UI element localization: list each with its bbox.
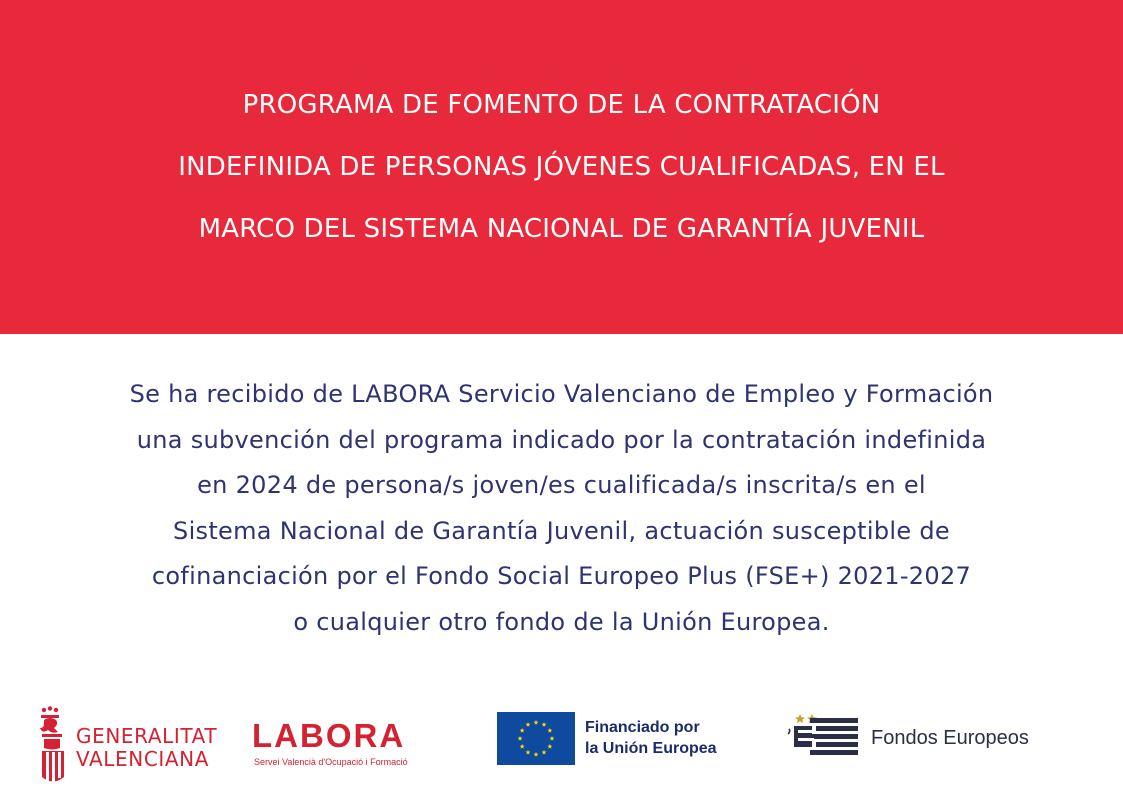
program-title-line: INDEFINIDA DE PERSONAS JÓVENES CUALIFICADAS, EN EL xyxy=(178,152,945,182)
header-banner xyxy=(0,0,1123,334)
generalitat-emblem-icon xyxy=(38,706,68,784)
generalitat-name-line: GENERALITAT xyxy=(76,724,218,748)
notice-line: en 2024 de persona/s joven/es cualificada/s inscrita/s en el xyxy=(197,471,926,499)
logo-bar xyxy=(0,700,1123,790)
notice-line: Sistema Nacional de Garantía Juvenil, actuación susceptible de xyxy=(173,516,950,545)
fondos-europeos-name: Fondos Europeos xyxy=(871,727,1029,749)
eu-funding-line: Financiado por xyxy=(585,719,700,736)
notice-line: Se ha recibido de LABORA Servicio Valenciano de Empleo y Formación xyxy=(129,380,994,408)
program-title xyxy=(72,74,1052,260)
eu-flag-icon xyxy=(497,712,575,765)
program-title-line: PROGRAMA DE FOMENTO DE LA CONTRATACIÓN xyxy=(242,90,881,120)
fondos-europeos-logo xyxy=(786,712,1046,768)
labora-subtitle: Servei Valencià d'Ocupació i Formació xyxy=(254,757,408,767)
fondos-europeos-icon xyxy=(786,712,862,762)
notice-line: o cualquier otro fondo de la Unión Europea. xyxy=(293,607,830,636)
generalitat-name-line: VALENCIANA xyxy=(76,747,210,771)
subsidy-notice xyxy=(0,372,1123,645)
eu-funding-line: la Unión Europea xyxy=(585,740,717,757)
generalitat-logo xyxy=(38,706,228,784)
program-title-line: MARCO DEL SISTEMA NACIONAL DE GARANTÍA JUVENIL xyxy=(198,214,925,244)
notice-line: cofinanciación por el Fondo Social Europeo Plus (FSE+) 2021-2027 xyxy=(151,562,972,590)
labora-name: LABORA xyxy=(252,717,406,754)
labora-logo xyxy=(252,718,422,774)
notice-line: una subvención del programa indicado por la contratación indefinida xyxy=(136,425,987,454)
eu-funding-logo xyxy=(497,712,737,768)
